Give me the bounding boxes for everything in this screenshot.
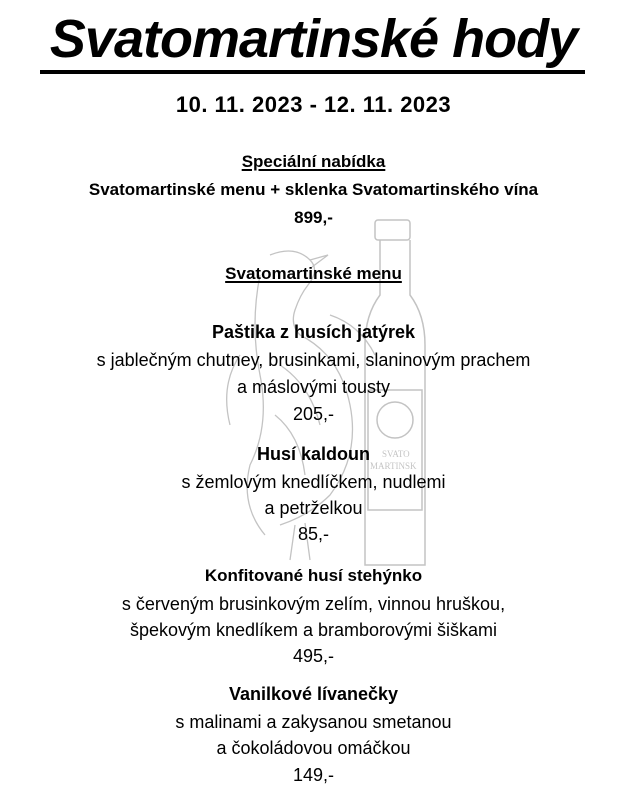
menu-item-price: 85,- (297, 524, 330, 544)
special-offer-heading: Speciální nabídka (241, 152, 386, 171)
menu-item-name: Husí kaldoun (256, 444, 370, 464)
menu-item-price: 205,- (292, 404, 335, 424)
menu-item-price: 495,- (292, 646, 335, 666)
menu-item-name: Konfitované husí stehýnko (204, 566, 423, 585)
menu-heading: Svatomartinské menu (225, 264, 402, 283)
menu-item-desc: a čokoládovou omáčkou (216, 738, 411, 758)
special-offer-text: Svatomartinské menu + sklenka Svatomartinského vína (88, 180, 539, 199)
menu-item-price: 149,- (292, 765, 335, 785)
title-underline (40, 70, 585, 74)
special-offer-price: 899,- (294, 208, 333, 227)
bottle-label-line-2: MARTINSK (370, 461, 417, 471)
menu-item-name: Paštika z husích jatýrek (211, 322, 416, 342)
menu-item-desc: s žemlovým knedlíčkem, nudlemi (181, 472, 446, 492)
menu-item-desc: špekovým knedlíkem a bramborovými šiškami (129, 620, 498, 640)
menu-item-desc: s červeným brusinkovým zelím, vinnou hruškou, (121, 594, 506, 614)
bottle-label-line-1: SVATO (382, 449, 410, 459)
menu-item-desc: s jablečným chutney, brusinkami, slaninovým prachem (96, 350, 531, 370)
menu-item-name: Vanilkové lívanečky (228, 684, 399, 704)
menu-item-desc: a petrželkou (264, 498, 363, 518)
menu-title: Svatomartinské hody (49, 9, 578, 69)
event-dates: 10. 11. 2023 - 12. 11. 2023 (175, 92, 452, 117)
menu-item-desc: a máslovými tousty (236, 377, 391, 397)
menu-item-desc: s malinami a zakysanou smetanou (175, 712, 452, 732)
